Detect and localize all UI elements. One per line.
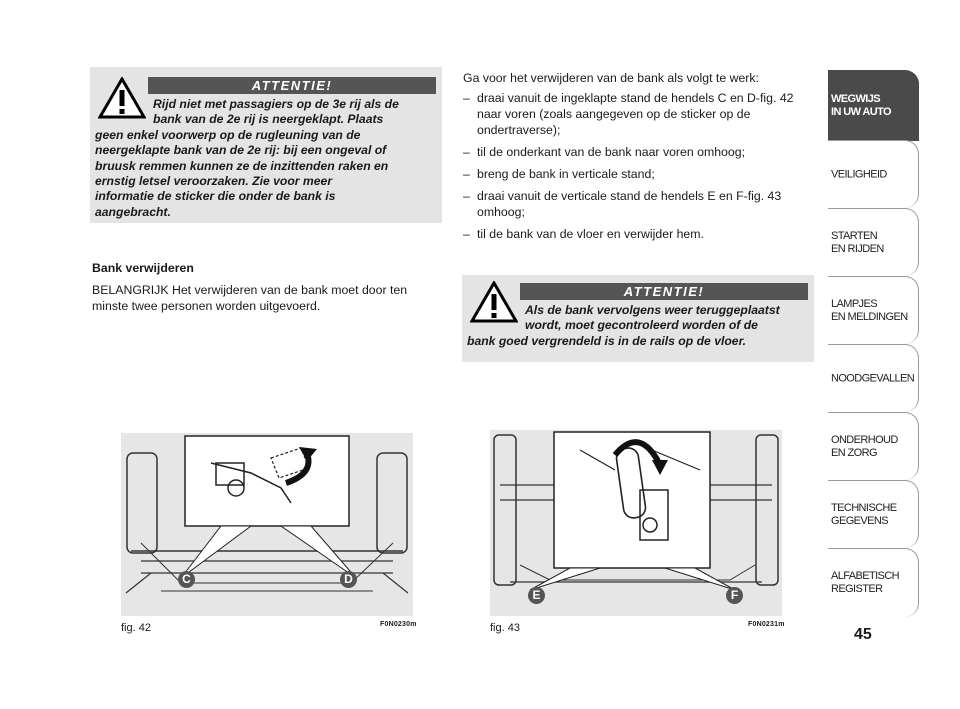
list-item — [463, 144, 813, 160]
tab-label: VEILIGHEID — [831, 168, 887, 180]
list-item — [463, 226, 813, 242]
step-text: breng de bank in verticale stand; — [477, 167, 655, 181]
list-item — [463, 188, 813, 220]
label-f-badge: F — [726, 587, 743, 604]
seat-rail-illustration — [121, 433, 413, 616]
list-item — [463, 90, 813, 138]
step-text: draai vanuit de ingeklapte stand de hendels C en D-fig. 42 naar voren (zoals aangegeven op de sticker op de ondertraverse); — [477, 91, 794, 137]
list-dash: – — [463, 189, 470, 203]
warning-1-line: ernstig letsel veroorzaken. Zie voor meer — [95, 174, 333, 189]
page-number: 45 — [854, 626, 872, 643]
warning-1-line: geen enkel voorwerp op de rugleuning van de — [95, 127, 361, 142]
tab-veiligheid[interactable] — [828, 140, 919, 208]
label-e-badge: E — [528, 587, 545, 604]
figure-42 — [121, 433, 413, 616]
warning-1-text — [95, 97, 440, 220]
warning-2-text — [467, 303, 812, 349]
section-paragraph: BELANGRIJK Het verwijderen van de bank moet door ten minste twee personen worden uitgevoerd. — [92, 283, 408, 313]
list-item — [463, 166, 813, 182]
list-dash: – — [463, 145, 470, 159]
list-dash: – — [463, 91, 470, 105]
tab-noodgevallen[interactable] — [828, 344, 919, 412]
warning-1-line: neergeklapte bank van de 2e rij: bij een ongeval of — [95, 143, 387, 158]
warning-1-header: ATTENTIE! — [148, 77, 436, 94]
step-text: til de onderkant van de bank naar voren omhoog; — [477, 145, 745, 159]
list-dash: – — [463, 227, 470, 241]
tab-label: ALFABETISCH REGISTER — [831, 570, 899, 595]
figure-43-code: F0N0231m — [748, 621, 785, 628]
figure-42-code: F0N0230m — [380, 621, 417, 628]
label-c-badge: C — [178, 571, 195, 588]
label-d-badge: D — [340, 571, 357, 588]
steps-intro: Ga voor het verwijderen van de bank als volgt te werk: — [463, 71, 759, 85]
step-text: draai vanuit de verticale stand de hendels E en F-fig. 43 omhoog; — [477, 189, 782, 219]
tab-label: ONDERHOUD EN ZORG — [831, 433, 898, 459]
tab-technische[interactable] — [828, 480, 919, 548]
step-text: til de bank van de vloer en verwijder hem. — [477, 227, 704, 241]
warning-2-line: Als de bank vervolgens weer teruggeplaatst — [525, 303, 780, 317]
tab-register[interactable] — [828, 548, 919, 617]
steps-list — [463, 70, 813, 248]
warning-2-line: wordt, moet gecontroleerd worden of de — [525, 318, 758, 333]
list-dash: – — [463, 167, 470, 181]
section-heading: Bank verwijderen — [92, 261, 194, 275]
warning-box-2 — [462, 275, 814, 362]
warning-box-1 — [90, 67, 442, 223]
tab-label: WEGWIJS IN UW AUTO — [831, 93, 891, 118]
warning-1-line: aangebracht. — [95, 204, 171, 219]
warning-1-line: informatie de sticker die onder de bank is — [95, 189, 336, 204]
warning-1-line: bruusk remmen kunnen ze de inzittenden raken en — [95, 158, 389, 173]
warning-2-header: ATTENTIE! — [520, 283, 808, 300]
tab-label: TECHNISCHE GEGEVENS — [831, 501, 897, 527]
figure-43-caption: fig. 43 — [490, 622, 520, 634]
figure-42-caption: fig. 42 — [121, 622, 151, 634]
figure-43 — [490, 430, 782, 616]
warning-2-line: bank goed vergrendeld is in de rails op de vloer. — [467, 333, 747, 348]
tab-lampjes[interactable] — [828, 276, 919, 344]
tab-label: STARTEN EN RIJDEN — [831, 229, 884, 255]
tab-label: NOODGEVALLEN — [831, 372, 915, 384]
tab-starten[interactable] — [828, 208, 919, 276]
tab-onderhoud[interactable] — [828, 412, 919, 480]
tab-label: LAMPJES EN MELDINGEN — [831, 297, 908, 323]
warning-1-line: bank van de 2e rij is neergeklapt. Plaats — [153, 112, 384, 127]
warning-1-line: Rijd niet met passagiers op de 3e rij als de — [153, 97, 399, 111]
tab-wegwijs[interactable] — [828, 70, 919, 141]
